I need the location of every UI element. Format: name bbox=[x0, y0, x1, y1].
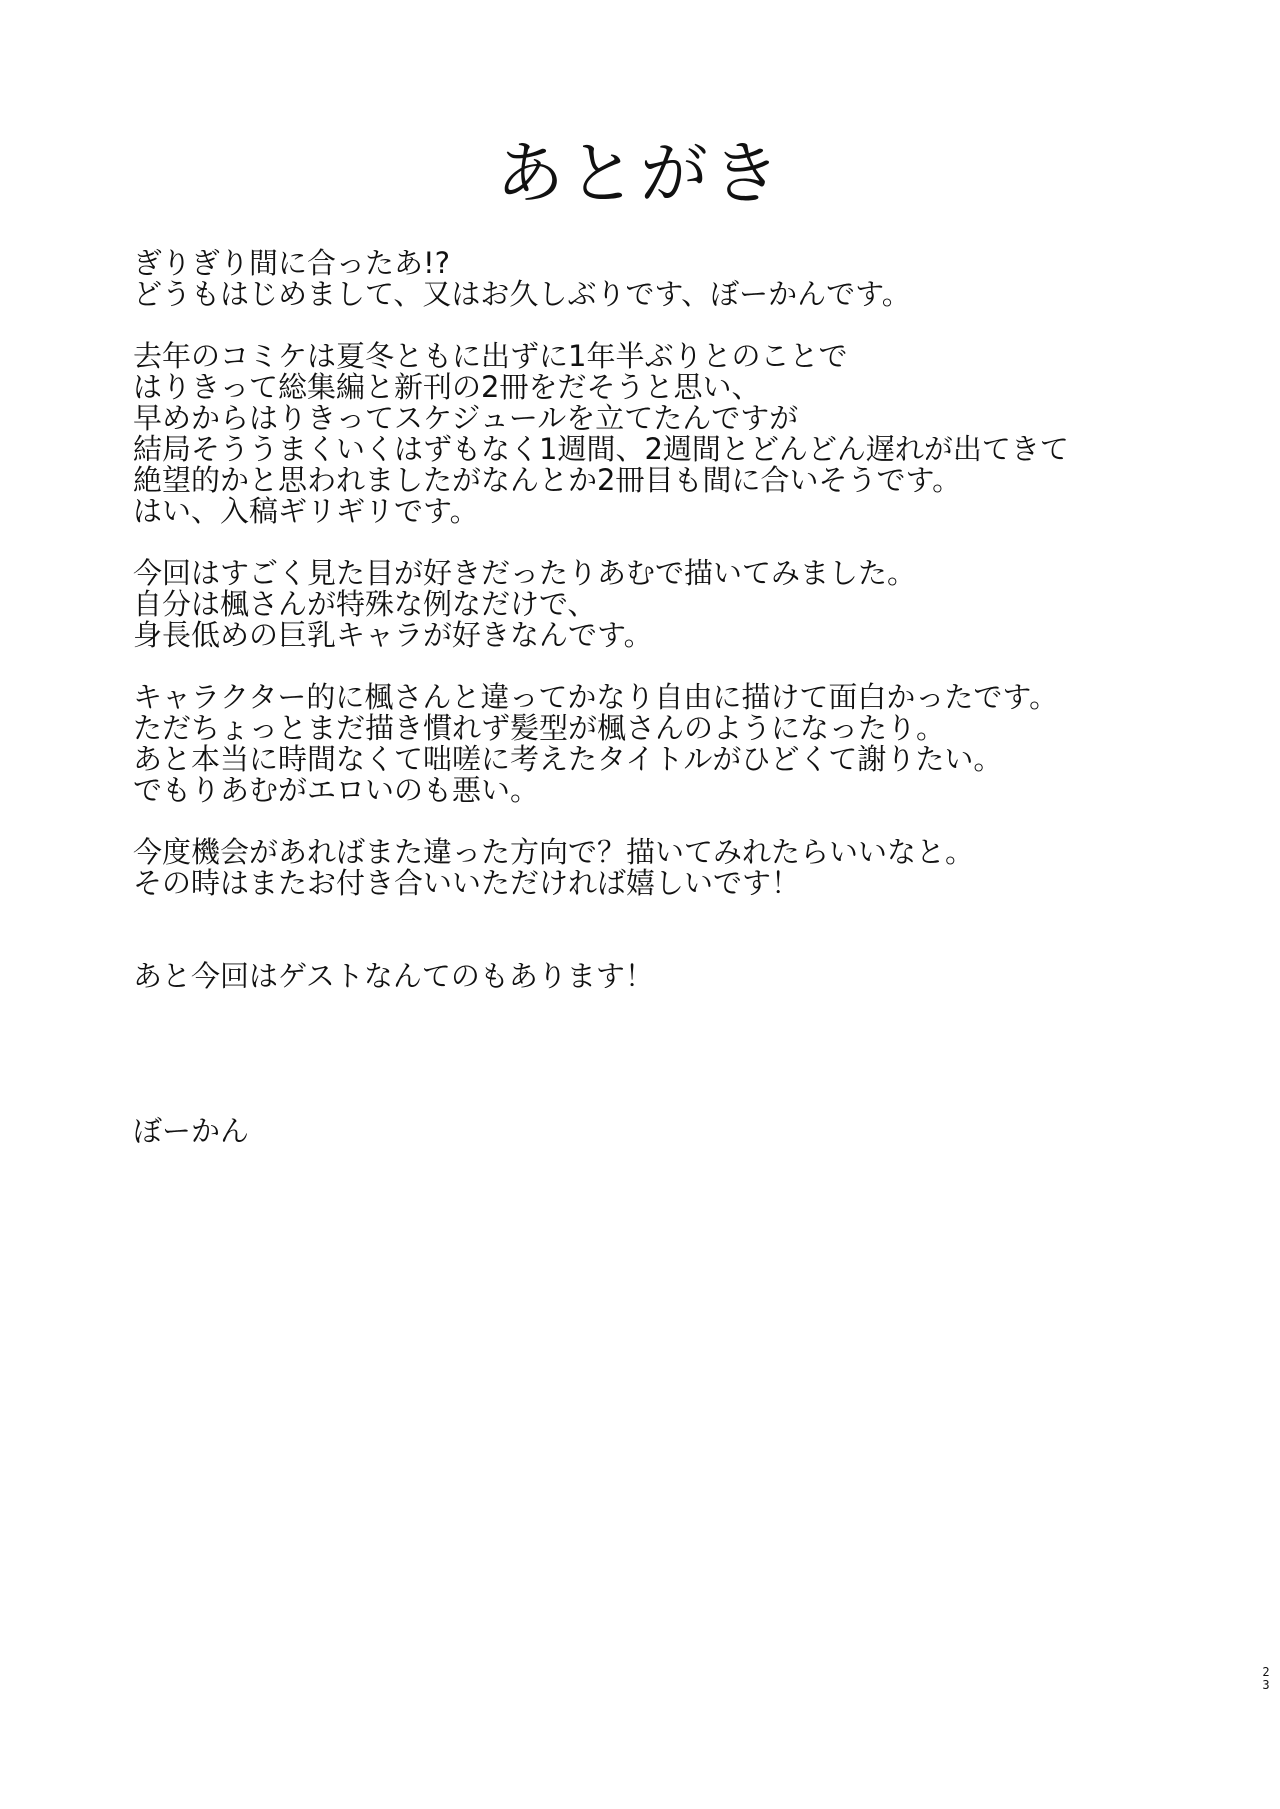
text-line: ぎりぎり間に合ったあ!? bbox=[133, 246, 451, 280]
text-line: あと本当に時間なくて咄嗟に考えたタイトルがひどくて謝りたい。 bbox=[133, 742, 1003, 776]
text-line: 自分は楓さんが特殊な例なだけで、 bbox=[133, 587, 597, 621]
text-line: どうもはじめまして、又はお久しぶりです、ぼーかんです。 bbox=[133, 277, 911, 311]
text-line: ただちょっとまだ描き慣れず髪型が楓さんのようになったり。 bbox=[133, 711, 946, 745]
text-line: でもりあむがエロいのも悪い。 bbox=[133, 773, 540, 807]
text-line: その時はまたお付き合いいただければ嬉しいです！ bbox=[133, 866, 801, 900]
text-line: 絶望的かと思われましたがなんとか2冊目も間に合いそうです。 bbox=[133, 463, 962, 497]
text-line: キャラクター的に楓さんと違ってかなり自由に描けて面白かったです。 bbox=[133, 680, 1059, 714]
text-line: 早めからはりきってスケジュールを立てたんですが bbox=[133, 401, 799, 435]
text-line: 今度機会があればまた違った方向で？描いてみれたらいいなと。 bbox=[133, 835, 975, 869]
paragraph-drawing-notes bbox=[133, 682, 1213, 806]
author-signature: ぼーかん bbox=[133, 1114, 250, 1148]
paragraph-character-choice bbox=[133, 558, 1213, 651]
text-line: はい、入稿ギリギリです。 bbox=[133, 494, 479, 528]
paragraph-guest bbox=[133, 961, 1213, 992]
text-line: はりきって総集編と新刊の2冊をだそうと思い、 bbox=[133, 370, 761, 404]
text-line: あと今回はゲストなんてのもあります！ bbox=[133, 959, 654, 993]
page-number: 23 bbox=[1262, 1665, 1270, 1692]
afterword-body bbox=[133, 248, 1213, 1147]
text-line: 身長低めの巨乳キャラが好きなんです。 bbox=[133, 618, 653, 652]
text-line: 今回はすごく見た目が好きだったりあむで描いてみました。 bbox=[133, 556, 917, 590]
text-line: 去年のコミケは夏冬ともに出ずに1年半ぶりとのことで bbox=[133, 339, 848, 373]
paragraph-greeting bbox=[133, 248, 1213, 310]
page-title: あとがき bbox=[495, 135, 784, 214]
paragraph-schedule bbox=[133, 341, 1213, 527]
paragraph-future bbox=[133, 837, 1213, 899]
text-line: 結局そううまくいくはずもなく1週間、2週間とどんどん遅れが出てきて bbox=[133, 432, 1069, 466]
